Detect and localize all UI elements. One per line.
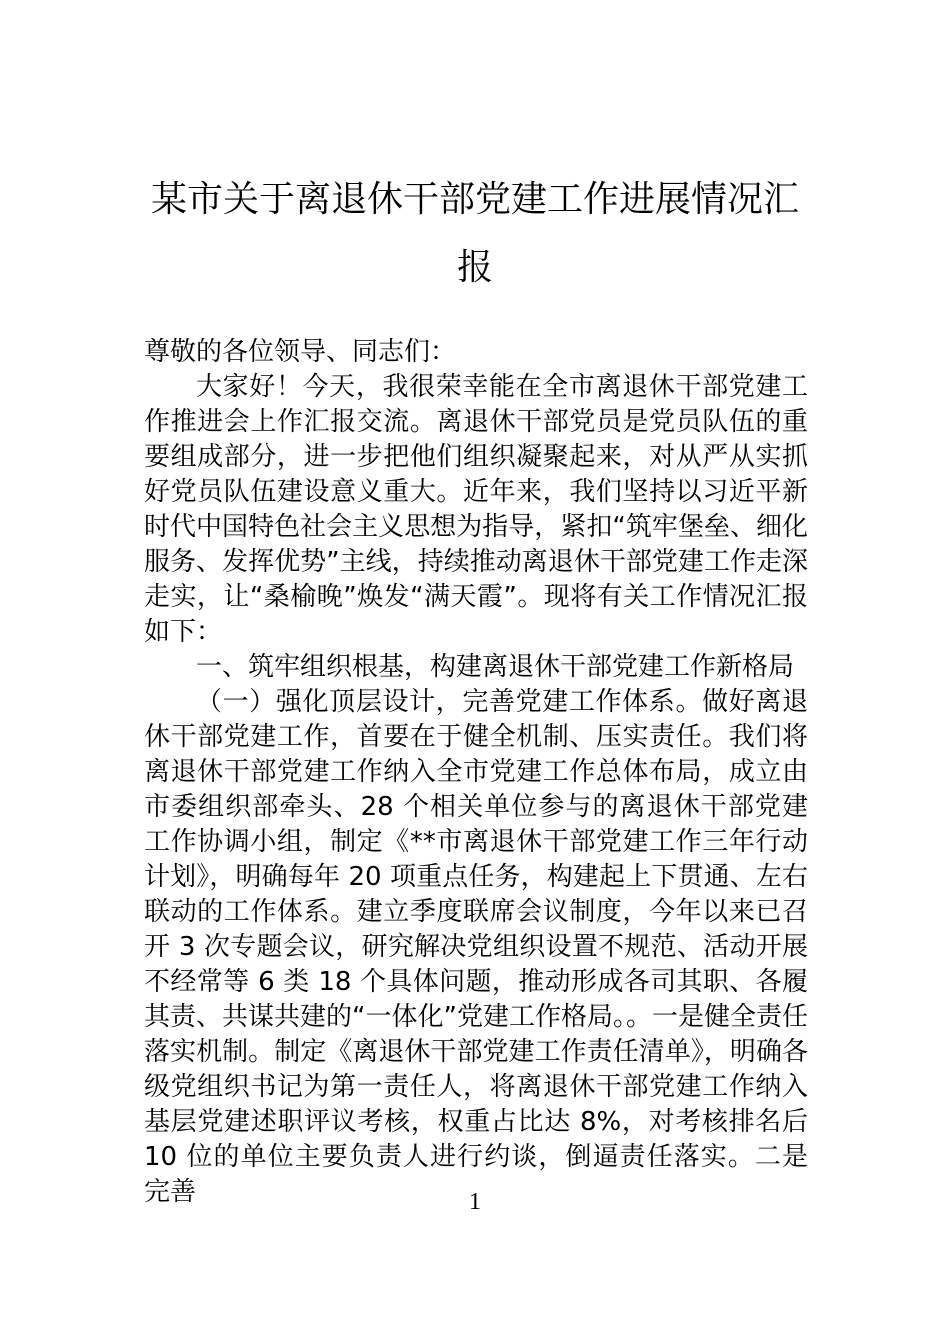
paragraph-subsection-1: （一）强化顶层设计，完善党建工作体系。做好离退休干部党建工作，首要在于健全机制、压实责任。我们将离退休干部党建工作纳入全市党建工作总体布局，成立由市委组织部牵头、28 个相关单位参与的离退休干部党建工作协调小组，制定《**市离退休干部党建工作三年行动计划》，明确每年 20 项重点任务，构建起上下贯通、左右联动的工作体系。建立季度联席会议制度，今年以来已召开 3 次专题会议，研究解决党组织设置不规范、活动开展不经常等 6 类 18 个具体问题，推动形成各司其职、各履其责、共谋共建的“一体化”党建工作格局。。一是健全责任落实机制。制定《离退休干部党建工作责任清单》，明确各级党组织书记为第一责任人，将离退休干部党建工作纳入基层党建述职评议考核，权重占比达 8%，对考核排名后 10 位的单位主要负责人进行约谈，倒逼责任落实。二是完善 xyxy=(144,687,808,1207)
document-title: 某市关于离退休干部党建工作进展情况汇报 xyxy=(150,179,799,288)
salutation: 尊敬的各位领导、同志们： xyxy=(144,337,457,367)
document-body xyxy=(144,335,808,1210)
page-number: 1 xyxy=(469,1189,481,1215)
paragraph-intro: 大家好！今天，我很荣幸能在全市离退休干部党建工作推进会上作汇报交流。离退休干部党员是党员队伍的重要组成部分，进一步把他们组织凝聚起来，对从严从实抓好党员队伍建设意义重大。近年来，我们坚持以习近平新时代中国特色社会主义思想为指导，紧扣“筑牢堡垒、细化服务、发挥优势”主线，持续推动离退休干部党建工作走深走实，让“桑榆晚”焕发“满天霞”。现将有关工作情况汇报如下： xyxy=(144,372,808,647)
section-heading: 一、筑牢组织根基，构建离退休干部党建工作新格局 xyxy=(196,652,795,682)
